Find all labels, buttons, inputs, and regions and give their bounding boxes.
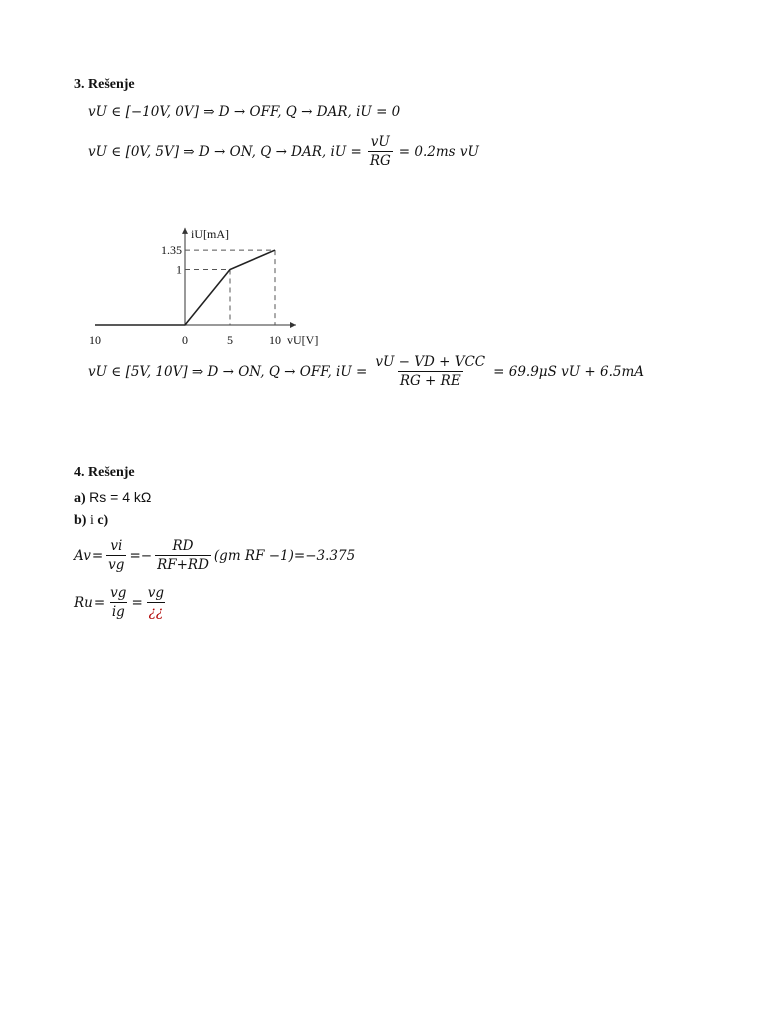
- equation-line-3: [88, 354, 644, 389]
- x-tick-label: 5: [227, 333, 233, 347]
- equation-line-2-rhs: = 0.2ms vU: [398, 143, 479, 160]
- equation-line-3-rhs: = 69.9μS vU + 6.5mA: [493, 363, 645, 380]
- answer-c-label: c): [97, 513, 109, 528]
- fraction-numerator: vU: [370, 134, 390, 150]
- equation-line-2-lhs: vU ∈ [0V, 5V] ⇒ D → ON, Q → DAR, iU =: [88, 143, 362, 160]
- answer-a: [74, 489, 151, 507]
- x-axis-arrow: [290, 322, 296, 328]
- fraction-denominator: vg: [108, 557, 125, 573]
- equation-line-3-fraction: [373, 354, 487, 389]
- answer-a-label: a): [74, 491, 86, 506]
- fraction-denominator: ig: [111, 604, 125, 620]
- gain-fraction-2: [155, 538, 211, 573]
- resistance-symbol: Ru: [74, 594, 93, 611]
- answer-bc: [74, 513, 108, 529]
- answer-bc-connector: i: [86, 513, 98, 528]
- x-tick-label: 10: [89, 333, 101, 347]
- equation-line-2-fraction: [368, 134, 393, 169]
- section3-heading: 3. Rešenje: [74, 77, 135, 92]
- section4-heading: 4. Rešenje: [74, 465, 135, 480]
- error-placeholder: ¿¿: [148, 604, 164, 620]
- y-axis-arrow: [182, 228, 188, 234]
- x-tick-label: 10: [269, 333, 281, 347]
- equation-line-2: [88, 134, 479, 169]
- gain-equation: Av = $\frac{vi}{vg}$ =− $\frac{RD}{RF+RD}$ (gm RF −1)=−3.375: [74, 538, 356, 573]
- gain-symbol: Av: [74, 547, 91, 564]
- fraction-numerator: vU − VD + VCC: [375, 354, 486, 370]
- gain-fraction-1: [106, 538, 126, 573]
- y-tick-label: 1: [176, 262, 182, 277]
- resistance-fraction-2: [146, 585, 166, 620]
- y-tick-label: 1.35: [161, 243, 182, 258]
- fraction-numerator: vg: [147, 585, 165, 601]
- resistance-fraction-1: [108, 585, 128, 620]
- answer-a-text: Rs = 4 kΩ: [89, 489, 152, 505]
- y-axis-label: iU[mA]: [191, 226, 229, 241]
- fraction-numerator: RD: [172, 538, 194, 554]
- resistance-equation: Ru = $\frac{vg}{ig}$ = $\frac{vg}{¿¿}$: [74, 585, 165, 620]
- answer-b-label: b): [74, 513, 87, 528]
- equation-line-1: vU ∈ [−10V, 0V] ⇒ D → OFF, Q → DAR, iU = 0: [88, 104, 401, 120]
- x-axis-label: vU[V]: [287, 333, 319, 347]
- fraction-numerator: vg: [110, 585, 127, 601]
- x-tick-label: 0: [182, 333, 188, 347]
- fraction-denominator: RG: [369, 153, 391, 169]
- fraction-denominator: RF+RD: [157, 557, 209, 573]
- fraction-denominator: RG + RE: [399, 373, 461, 389]
- equation-line-3-lhs: vU ∈ [5V, 10V] ⇒ D → ON, Q → OFF, iU =: [88, 363, 368, 380]
- current-voltage-chart: [80, 210, 340, 360]
- fraction-numerator: vi: [110, 538, 123, 554]
- gain-tail: (gm RF −1)=−3.375: [213, 547, 356, 564]
